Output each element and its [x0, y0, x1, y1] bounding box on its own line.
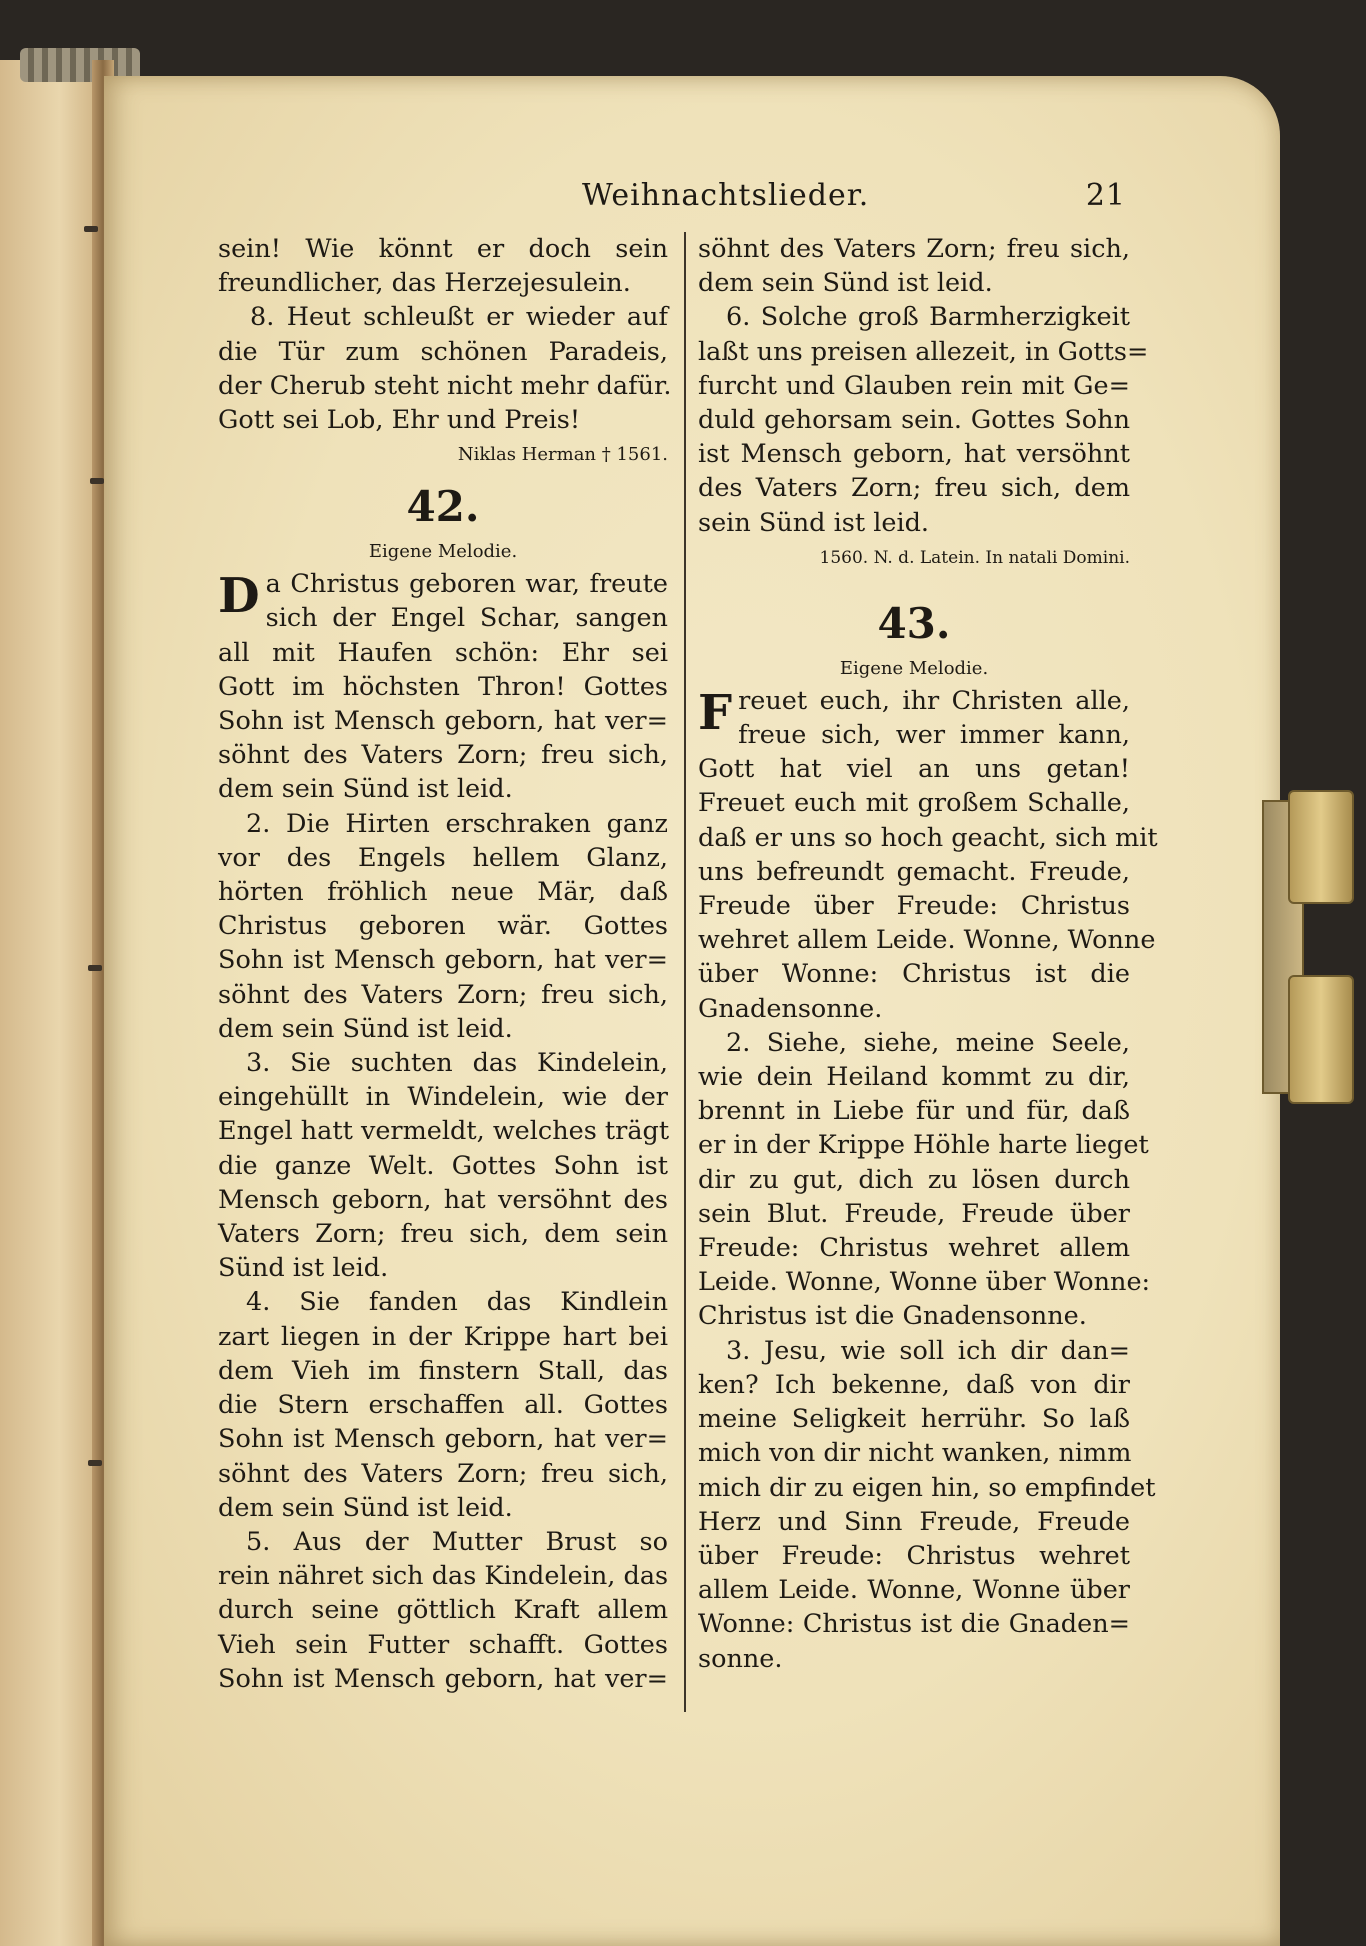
text-line: Engel hatt vermeldt, welches trägt: [218, 1116, 670, 1147]
text-line: die Tür zum schönen Paradeis,: [218, 336, 668, 367]
text-line: Sünd ist leid.: [218, 1253, 389, 1284]
text-line: allem Leide. Wonne, Wonne über: [698, 1575, 1130, 1606]
text-line: wehret allem Leide. Wonne, Wonne: [698, 925, 1156, 956]
verse-3: [218, 1046, 668, 1285]
text-line: a Christus geboren war, freute: [265, 569, 668, 600]
verse-8: [218, 300, 672, 437]
column-divider: [684, 232, 686, 1712]
binding-thread: [90, 478, 104, 484]
text-line: all mit Haufen schön: Ehr sei: [218, 637, 668, 668]
text-line: duld gehorsam sein. Gottes Sohn: [698, 405, 1130, 436]
text-line: reuet euch, ihr Christen alle,: [738, 685, 1130, 716]
text-line: eingehüllt in Windelein, wie der: [218, 1082, 668, 1113]
page-number: 21: [1085, 178, 1126, 213]
running-header: [540, 178, 1126, 218]
left-column: [218, 232, 672, 1696]
text-line: 2. Die Hirten erschraken ganz: [246, 808, 668, 839]
verse-2: [698, 1026, 1151, 1334]
text-line: Gnadensonne.: [698, 993, 883, 1024]
text-line: dem sein Sünd ist leid.: [218, 774, 513, 805]
text-line: Vieh sein Futter schafft. Gottes: [218, 1629, 668, 1660]
text-line: Wonne: Christus ist die Gnaden=: [698, 1609, 1130, 1640]
text-line: Christus geboren wär. Gottes: [218, 911, 668, 942]
clasp-hinge-top: [1288, 790, 1354, 904]
text-line: 8. Heut schleußt er wieder auf: [250, 302, 668, 333]
text-line: Freude: Christus wehret allem: [698, 1233, 1130, 1264]
text-line: die Stern erschaffen all. Gottes: [218, 1390, 668, 1421]
text-line: furcht und Glauben rein mit Ge=: [698, 370, 1130, 401]
text-line: freue sich, wer immer kann,: [738, 720, 1130, 751]
text-line: meine Seligkeit herrühr. So laß: [698, 1404, 1130, 1435]
verse-continuation: [218, 232, 668, 300]
text-line: Sohn ist Mensch geborn, hat ver=: [218, 706, 668, 737]
text-line: die ganze Welt. Gottes Sohn ist: [218, 1150, 668, 1181]
verse-5: [218, 1525, 668, 1696]
text-line: der Cherub steht nicht mehr dafür.: [218, 370, 672, 401]
author-attribution: Niklas Herman † 1561.: [457, 444, 668, 466]
text-line: söhnt des Vaters Zorn; freu sich,: [218, 1458, 668, 1489]
text-line: rein nähret sich das Kindelein, das: [218, 1561, 669, 1592]
text-line: laßt uns preisen allezeit, in Gotts=: [698, 336, 1149, 367]
text-line: 6. Solche groß Barmherzigkeit: [726, 302, 1130, 333]
hymn-number: 43.: [877, 598, 951, 648]
verse-2: [218, 807, 668, 1046]
text-line: söhnt des Vaters Zorn; freu sich,: [218, 740, 668, 771]
text-line: Sohn ist Mensch geborn, hat ver=: [218, 1424, 668, 1455]
text-line: söhnt des Vaters Zorn; freu sich,: [698, 234, 1130, 264]
binding-thread: [88, 1460, 102, 1466]
melody-note: Eigene Melodie.: [839, 657, 989, 679]
verse-6: [698, 300, 1149, 539]
verse-continuation: [698, 232, 1130, 300]
text-line: über Freude: Christus wehret: [698, 1540, 1130, 1571]
text-line: Vaters Zorn; freu sich, dem sein: [218, 1219, 668, 1250]
text-line: mich dir zu eigen hin, so empfindet: [698, 1472, 1156, 1503]
text-line: Sohn ist Mensch geborn, hat ver=: [218, 1663, 668, 1694]
text-line: hörten fröhlich neue Mär, daß: [218, 877, 668, 908]
text-line: sein Blut. Freude, Freude über: [698, 1198, 1130, 1229]
text-line: des Vaters Zorn; freu sich, dem: [698, 473, 1130, 504]
text-line: sich der Engel Schar, sangen: [265, 603, 668, 634]
verse-1: [218, 567, 668, 806]
text-line: sonne.: [698, 1643, 783, 1674]
text-line: Gott im höchsten Thron! Gottes: [218, 671, 668, 702]
hymn-number: 42.: [406, 482, 480, 532]
text-line: Freuet euch mit großem Schalle,: [698, 788, 1130, 819]
text-line: dem sein Sünd ist leid.: [698, 268, 993, 299]
text-line: sein! Wie könnt er doch sein: [218, 234, 668, 264]
text-line: Herz und Sinn Freude, Freude: [698, 1506, 1130, 1537]
text-line: zart liegen in der Krippe hart bei: [218, 1321, 668, 1352]
text-line: brennt in Liebe für und für, daß: [698, 1096, 1130, 1127]
text-line: dem Vieh im finstern Stall, das: [218, 1355, 668, 1386]
text-line: Leide. Wonne, Wonne über Wonne:: [698, 1267, 1151, 1298]
text-line: Freude über Freude: Christus: [698, 891, 1130, 922]
verse-1: [698, 684, 1158, 1026]
text-line: 3. Sie suchten das Kindelein,: [246, 1048, 668, 1079]
drop-cap: D: [218, 568, 260, 625]
header-title: Weihnachtslieder.: [582, 178, 870, 213]
text-line: vor des Engels hellem Glanz,: [218, 842, 668, 873]
verse-3: [698, 1334, 1156, 1676]
text-line: er in der Krippe Höhle harte lieget: [698, 1130, 1149, 1161]
text-line: söhnt des Vaters Zorn; freu sich,: [218, 979, 668, 1010]
text-line: Gott hat viel an uns getan!: [698, 754, 1130, 785]
text-line: dem sein Sünd ist leid.: [218, 1492, 513, 1523]
drop-cap: F: [698, 684, 733, 741]
melody-note: Eigene Melodie.: [368, 541, 518, 563]
text-line: Sohn ist Mensch geborn, hat ver=: [218, 945, 668, 976]
text-line: 3. Jesu, wie soll ich dir dan=: [726, 1335, 1130, 1366]
text-line: freundlicher, das Herzejesulein.: [218, 268, 631, 299]
text-line: Mensch geborn, hat versöhnt des: [218, 1184, 668, 1215]
text-line: Gott sei Lob, Ehr und Preis!: [218, 405, 581, 436]
text-line: über Wonne: Christus ist die: [698, 959, 1130, 990]
text-line: wie dein Heiland kommt zu dir,: [698, 1062, 1130, 1093]
text-line: durch seine göttlich Kraft allem: [218, 1595, 668, 1626]
binding-thread: [84, 226, 98, 232]
text-line: daß er uns so hoch geacht, sich mit: [698, 822, 1158, 853]
text-line: 4. Sie fanden das Kindlein: [246, 1287, 668, 1318]
verse-4: [218, 1285, 668, 1524]
clasp-hinge-bottom: [1288, 975, 1354, 1104]
source-attribution: 1560. N. d. Latein. In natali Domini.: [819, 547, 1130, 568]
text-line: mich von dir nicht wanken, nimm: [698, 1438, 1132, 1469]
text-line: dem sein Sünd ist leid.: [218, 1013, 513, 1044]
text-line: sein Sünd ist leid.: [698, 507, 930, 538]
text-line: ken? Ich bekenne, daß von dir: [698, 1369, 1130, 1400]
text-line: 2. Siehe, siehe, meine Seele,: [726, 1027, 1130, 1058]
binding-thread: [88, 965, 102, 971]
text-line: Christus ist die Gnadensonne.: [698, 1301, 1087, 1332]
right-column: [698, 232, 1158, 1676]
text-line: dir zu gut, dich zu lösen durch: [698, 1164, 1130, 1195]
text-line: uns befreundt gemacht. Freude,: [698, 856, 1130, 887]
text-line: 5. Aus der Mutter Brust so: [246, 1526, 668, 1557]
text-line: ist Mensch geborn, hat versöhnt: [698, 439, 1130, 470]
